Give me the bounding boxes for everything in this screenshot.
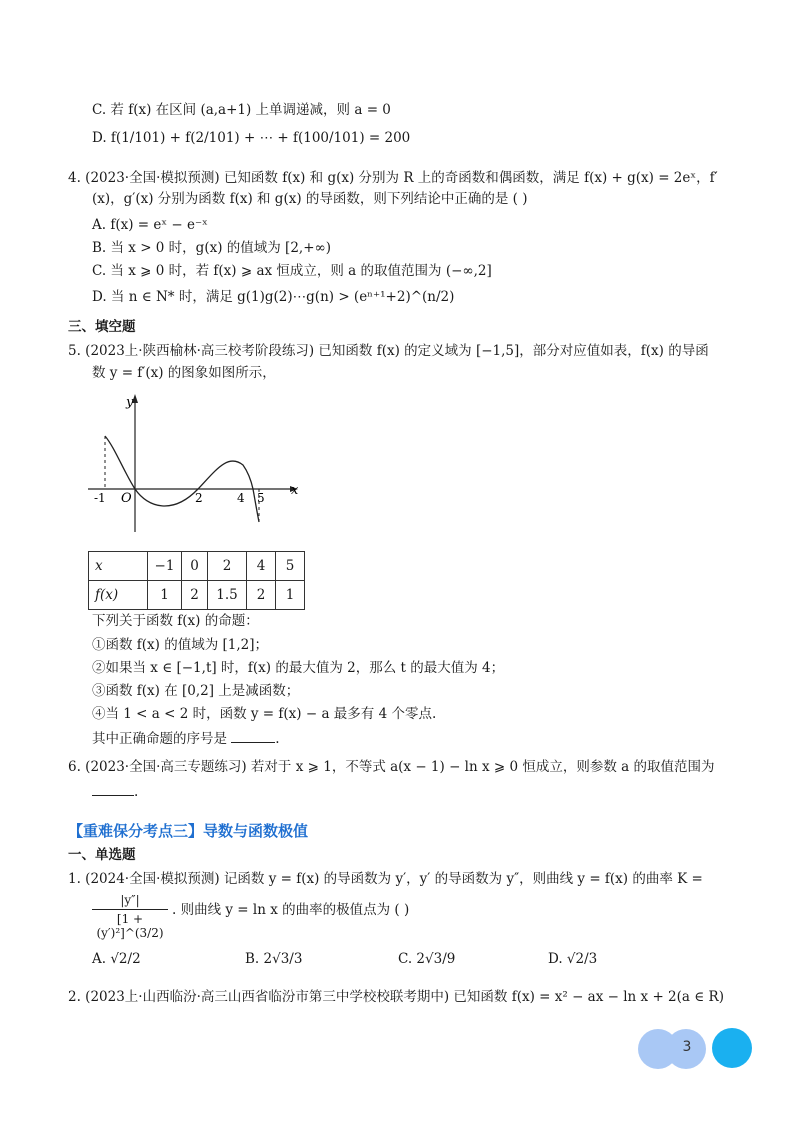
q4-stem-line1: 4. (2023·全国·模拟预测) 已知函数 f(x) 和 g(x) 分别为 R 上的奇函数和偶函数，满足 f(x) + g(x) = 2eˣ，f′ [68, 170, 718, 186]
graph-label-origin: O [121, 491, 132, 506]
graph-label-y: y [126, 395, 134, 410]
s1-option-b: B. 2√3/3 [245, 951, 303, 967]
q4-option-d: D. 当 n ∈ N* 时，满足 g(1)g(2)⋯g(n) > (eⁿ⁺¹+2)^(n/2) [92, 289, 455, 305]
q5-propositions-intro: 下列关于函数 f(x) 的命题： [92, 613, 259, 629]
q5-proposition-2: ②如果当 x ∈ [−1,t] 时，f(x) 的最大值为 2，那么 t 的最大值为 4； [92, 660, 505, 676]
q3-option-c: C. 若 f(x) 在区间 (a,a+1) 上单调递减，则 a = 0 [92, 102, 391, 118]
table-cell: f(x) [89, 581, 148, 610]
s2-stem: 2. (2023上·山西临汾·高三山西省临汾市第三中学校校联考期中) 已知函数 f(x) = x² − ax − ln x + 2(a ∈ R) [68, 989, 724, 1005]
page-badge-right-circle [712, 1028, 752, 1068]
q3-option-d: D. f(1/101) + f(2/101) + ⋯ + f(100/101) = 200 [92, 130, 411, 146]
q5-question-text: 其中正确命题的序号是 [92, 731, 227, 747]
table-cell: 4 [247, 552, 276, 581]
table-cell: 1.5 [208, 581, 247, 610]
q4-stem-line2: (x)，g′(x) 分别为函数 f(x) 和 g(x) 的导函数，则下列结论中正确的是 ( ) [92, 191, 528, 207]
s1-stem-line2: . 则曲线 y = ln x 的曲率的极值点为 ( ) [172, 902, 410, 918]
q4-option-a: A. f(x) = eˣ − e⁻ˣ [92, 217, 208, 233]
page-number: 3 [682, 1039, 692, 1055]
single-choice-title: 一、单选题 [68, 847, 136, 863]
section-title-extrema: 【重难保分考点三】导数与函数极值 [68, 822, 309, 840]
fraction-denominator: [1 + (y′)²]^(3/2) [96, 912, 164, 940]
table-cell: 2 [182, 581, 208, 610]
table-cell: −1 [148, 552, 182, 581]
table-cell: 2 [208, 552, 247, 581]
q5-proposition-1: ①函数 f(x) 的值域为 [1,2]； [92, 637, 269, 653]
table-row [89, 552, 305, 581]
table-cell: 1 [148, 581, 182, 610]
graph-label-5: 5 [257, 491, 265, 505]
s1-option-d: D. √2/3 [548, 951, 598, 967]
q6-answer-line: . [92, 781, 138, 801]
graph-label-neg1: -1 [94, 491, 106, 505]
s1-option-c: C. 2√3/9 [398, 951, 456, 967]
q5-derivative-graph [88, 390, 308, 535]
table-row [89, 581, 305, 610]
table-cell: x [89, 552, 148, 581]
q5-value-table [88, 551, 305, 610]
q5-stem-line1: 5. (2023上·陕西榆林·高三校考阶段练习) 已知函数 f(x) 的定义域为 [−1,5]，部分对应值如表，f(x) 的导函 [68, 343, 709, 359]
graph-label-4: 4 [237, 491, 245, 505]
fraction-numerator: |y″| [92, 893, 168, 910]
q4-option-c: C. 当 x ⩾ 0 时，若 f(x) ⩾ ax 恒成立，则 a 的取值范围为 (−∞,2] [92, 263, 492, 279]
q6-answer-blank[interactable] [92, 781, 134, 796]
fill-in-title: 三、填空题 [68, 319, 136, 335]
table-cell: 0 [182, 552, 208, 581]
q5-proposition-4: ④当 1 < a < 2 时，函数 y = f(x) − a 最多有 4 个零点. [92, 706, 437, 722]
q4-option-b: B. 当 x > 0 时，g(x) 的值域为 [2,+∞) [92, 240, 332, 256]
q5-stem-line2: 数 y = f′(x) 的图象如图所示， [92, 365, 276, 381]
derivative-curve [105, 436, 259, 522]
q5-question: 其中正确命题的序号是 . [92, 728, 280, 748]
graph-label-2: 2 [195, 491, 203, 505]
q5-answer-blank[interactable] [231, 728, 275, 743]
s1-stem-line1: 1. (2024·全国·模拟预测) 记函数 y = f(x) 的导函数为 y′，y′ 的导函数为 y″，则曲线 y = f(x) 的曲率 K = [68, 871, 703, 887]
table-cell: 5 [276, 552, 305, 581]
table-cell: 2 [247, 581, 276, 610]
s1-curvature-fraction [92, 893, 168, 940]
q5-proposition-3: ③函数 f(x) 在 [0,2] 上是减函数； [92, 683, 300, 699]
table-cell: 1 [276, 581, 305, 610]
s1-option-a: A. √2/2 [92, 951, 141, 967]
graph-label-x: x [291, 483, 299, 498]
q6-stem: 6. (2023·全国·高三专题练习) 若对于 x ⩾ 1，不等式 a(x − 1) − ln x ⩾ 0 恒成立，则参数 a 的取值范围为 [68, 759, 715, 775]
